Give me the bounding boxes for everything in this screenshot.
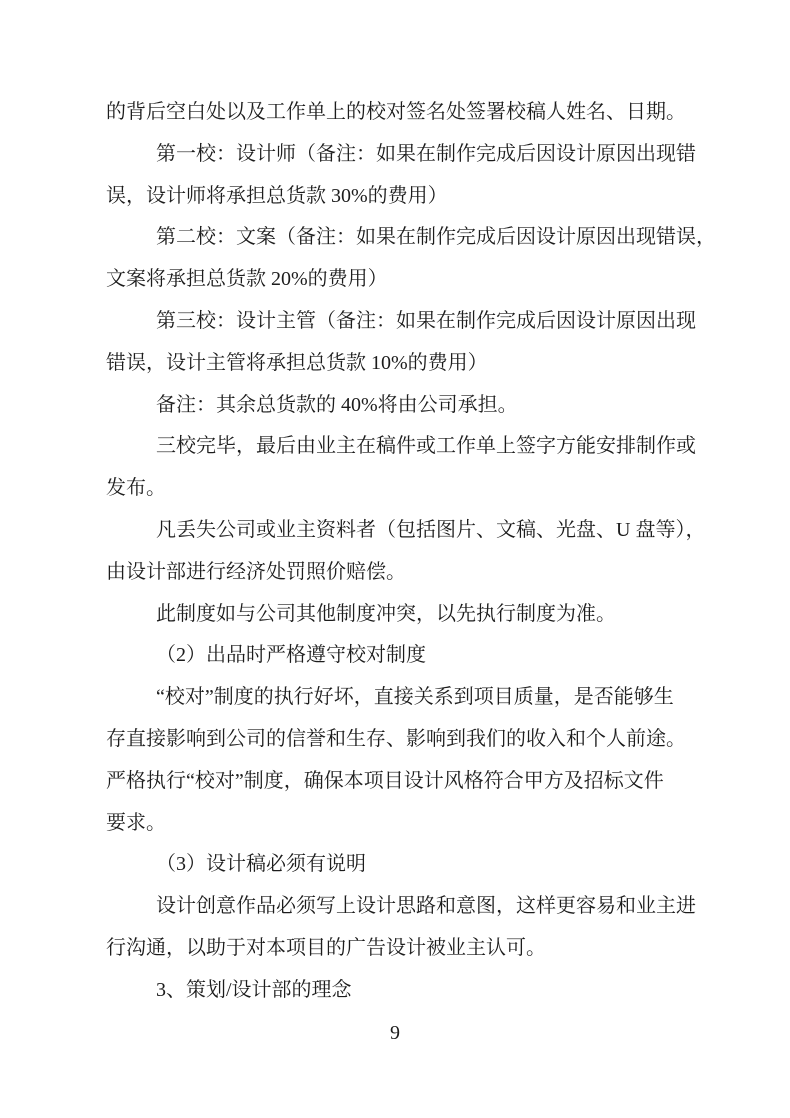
text-line: 行沟通，以助于对本项目的广告设计被业主认可。 — [106, 936, 546, 959]
text-line: （3）设计稿必须有说明 — [156, 853, 366, 876]
text-line: 3、策划/设计部的理念 — [156, 978, 352, 1001]
text-line: 的背后空白处以及工作单上的校对签名处签署校稿人姓名、日期。 — [106, 101, 686, 123]
text-line: 第三校：设计主管（备注：如果在制作完成后因设计原因出现 — [156, 309, 696, 332]
text-line: 此制度如与公司其他制度冲突，以先执行制度为准。 — [156, 602, 616, 625]
text-line: 第二校：文案（备注：如果在制作完成后因设计原因出现错误， — [156, 226, 716, 249]
text-line: “校对”制度的执行好坏，直接关系到项目质量，是否能够生 — [156, 686, 674, 709]
text-line: 第一校：设计师（备注：如果在制作完成后因设计原因出现错 — [156, 142, 696, 165]
text-line: 由设计部进行经济处罚照价赔偿。 — [106, 560, 406, 583]
text-line: 存直接影响到公司的信誉和生存、影响到我们的收入和个人前途。 — [106, 727, 686, 750]
text-line: 三校完毕，最后由业主在稿件或工作单上签字方能安排制作或 — [156, 435, 696, 458]
text-line: 误，设计师将承担总货款 30%的费用） — [106, 184, 448, 207]
text-line: 错误，设计主管将承担总货款 10%的费用） — [106, 351, 488, 374]
text-line: 严格执行“校对”制度，确保本项目设计风格符合甲方及招标文件 — [106, 769, 664, 792]
text-line: 设计创意作品必须写上设计思路和意图，这样更容易和业主进 — [156, 895, 696, 918]
text-line: 凡丢失公司或业主资料者（包括图片、文稿、光盘、U 盘等）， — [156, 518, 706, 541]
text-line: 要求。 — [106, 811, 166, 834]
text-line: 文案将承担总货款 20%的费用） — [106, 268, 388, 291]
page-number: 9 — [390, 1022, 400, 1044]
text-line: 发布。 — [106, 477, 166, 500]
text-line: 备注：其余总货款的 40%将由公司承担。 — [156, 393, 518, 416]
text-line: （2）出品时严格遵守校对制度 — [156, 644, 426, 667]
document-body — [106, 92, 716, 1012]
